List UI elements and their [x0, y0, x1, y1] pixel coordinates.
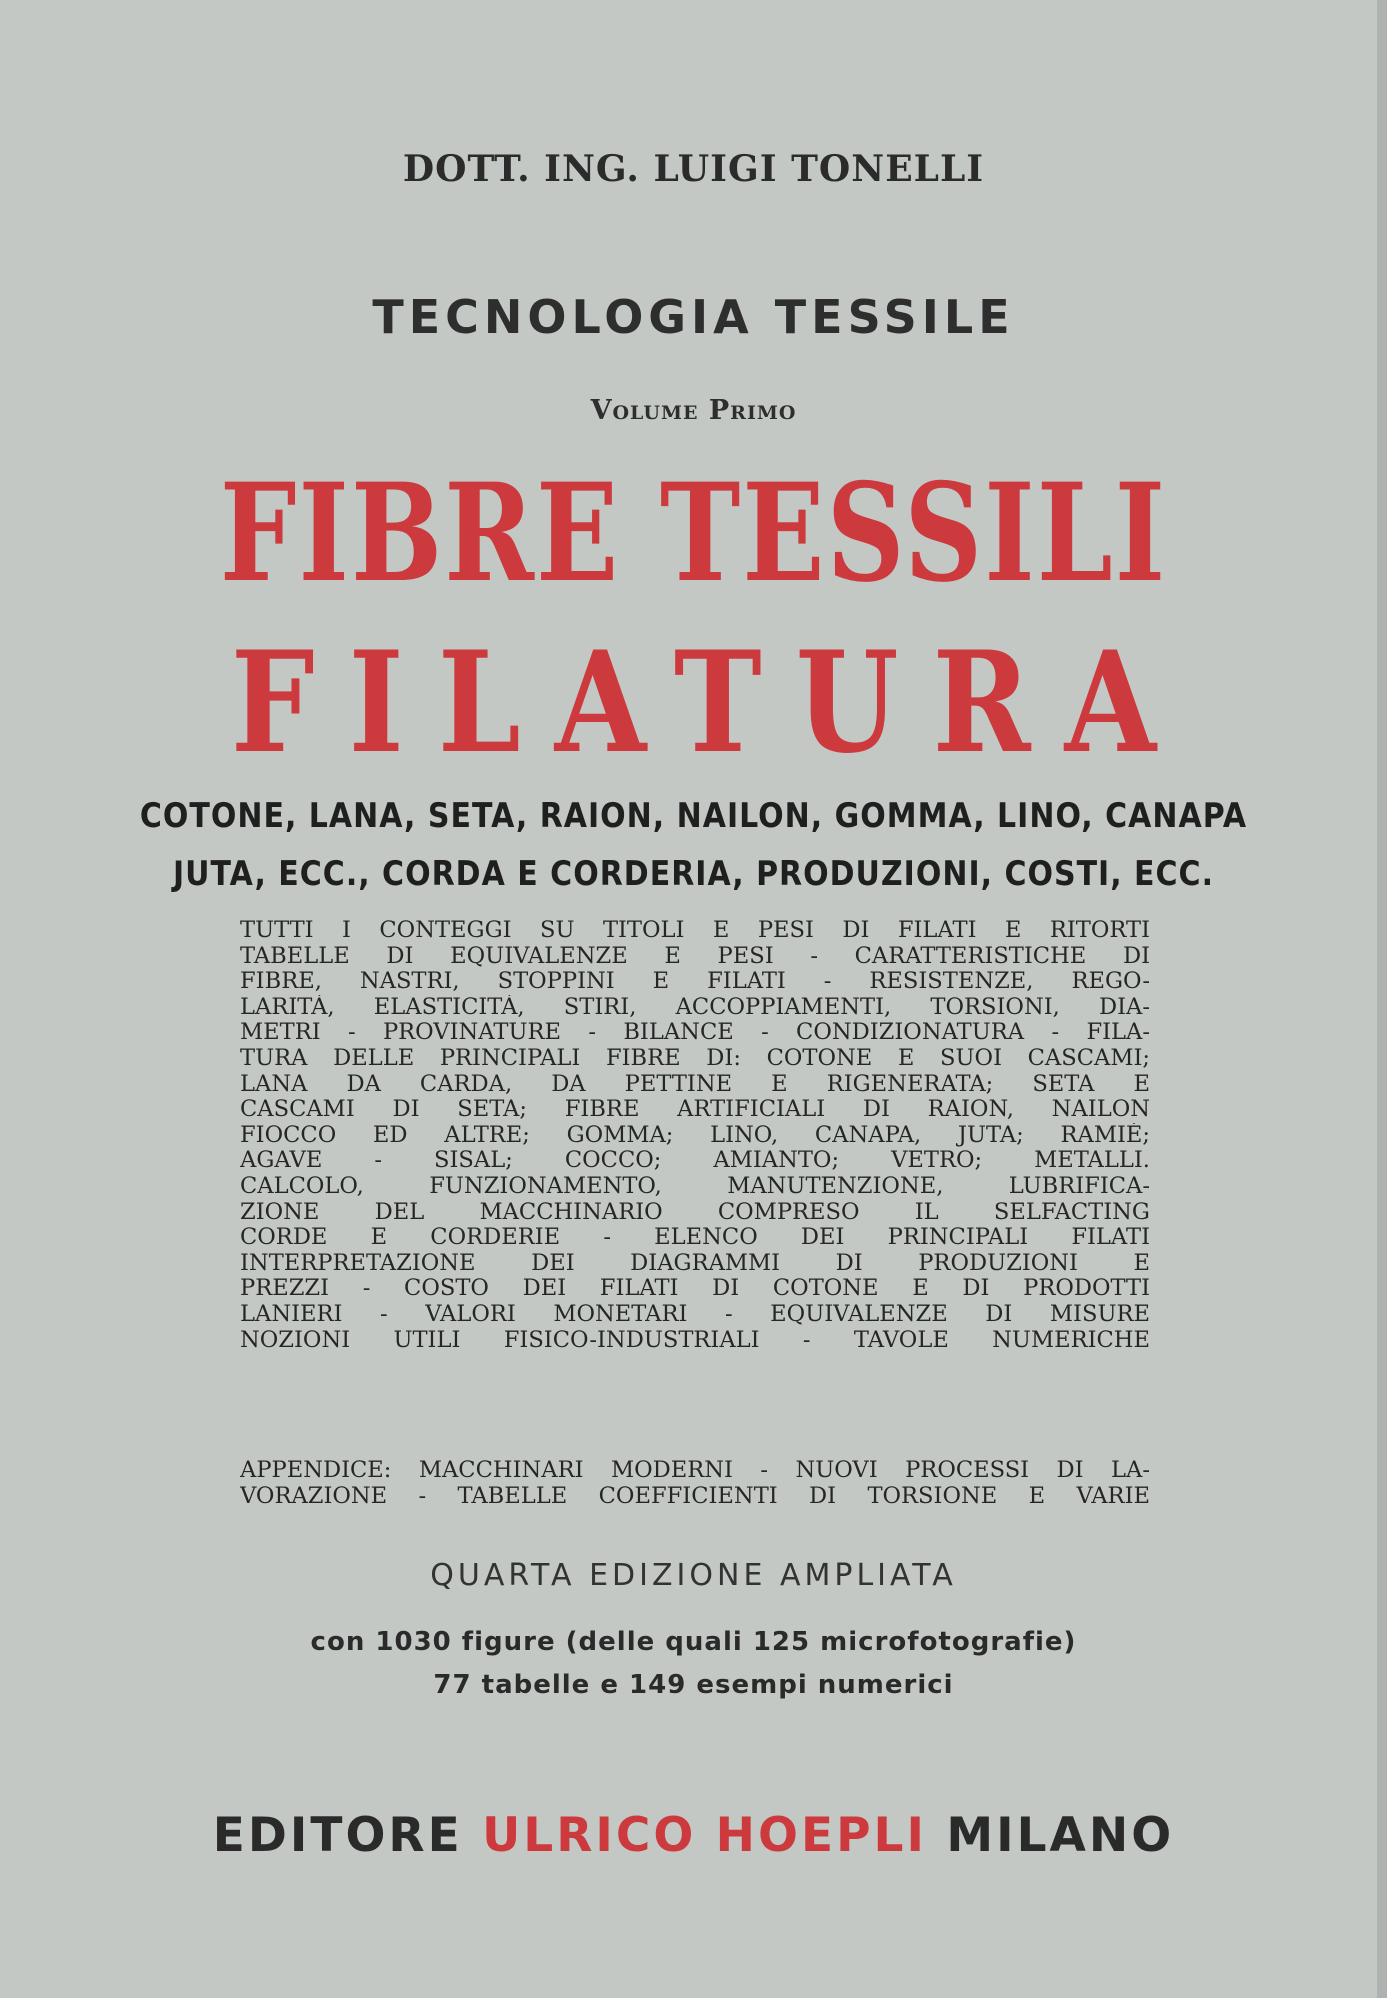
contents-line: PREZZI - COSTO DEI FILATI DI COTONE E DI PRODOTTI: [240, 1276, 1150, 1302]
publisher-city: MILANO: [946, 1808, 1175, 1863]
series-title: TECNOLOGIA TESSILE: [372, 290, 1015, 344]
publisher-name: ULRICO HOEPLI: [482, 1808, 927, 1863]
appendix-line: APPENDICE: MACCHINARI MODERNI - NUOVI PROCESSI DI LA-: [240, 1458, 1150, 1483]
contents-line: CASCAMI DI SETA; FIBRE ARTIFICIALI DI RAION, NAILON: [240, 1097, 1150, 1123]
main-title-line-1: FIBRE TESSILI: [219, 455, 1168, 613]
contents-line: LARITÀ, ELASTICITÀ, STIRI, ACCOPPIAMENTI, TORSIONI, DIA-: [240, 994, 1150, 1020]
subject-line-2: JUTA, ECC., CORDA E CORDERIA, PRODUZIONI, COSTI, ECC.: [173, 855, 1214, 895]
appendix-line: VORAZIONE - TABELLE COEFFICIENTI DI TORSIONE E VARIE: [240, 1483, 1150, 1509]
contents-line: AGAVE - SISAL; COCCO; AMIANTO; VETRO; METALLI.: [240, 1148, 1150, 1174]
figures-line-2: 77 tabelle e 149 esempi numerici: [433, 1670, 954, 1700]
contents-line: LANA DA CARDA, DA PETTINE E RIGENERATA; SETA E: [240, 1071, 1150, 1097]
contents-line: LANIERI - VALORI MONETARI - EQUIVALENZE DI MISURE: [240, 1301, 1150, 1327]
subject-line-1: COTONE, LANA, SETA, RAION, NAILON, GOMMA, LINO, CANAPA: [139, 797, 1248, 837]
main-title-line-2: FILATURA: [230, 620, 1191, 785]
author-name: DOTT. ING. LUIGI TONELLI: [402, 148, 985, 190]
contents-line: ZIONE DEL MACCHINARIO COMPRESO IL SELFACTING: [240, 1199, 1150, 1225]
contents-line: TUTTI I CONTEGGI SU TITOLI E PESI DI FILATI E RITORTI: [240, 918, 1150, 943]
contents-line: FIBRE, NASTRI, STOPPINI E FILATI - RESISTENZE, REGO-: [240, 969, 1150, 995]
contents-line: TABELLE DI EQUIVALENZE E PESI - CARATTERISTICHE DI: [240, 943, 1150, 969]
contents-line: FIOCCO ED ALTRE; GOMMA; LINO, CANAPA, JUTA; RAMIÉ;: [240, 1122, 1150, 1148]
figures-line-1: con 1030 figure (delle quali 125 microfotografie): [310, 1627, 1077, 1657]
contents-line: NOZIONI UTILI FISICO-INDUSTRIALI - TAVOLE NUMERICHE: [240, 1327, 1150, 1353]
edition-label: QUARTA EDIZIONE AMPLIATA: [430, 1558, 957, 1593]
appendix-description: [240, 1458, 1150, 1509]
contents-line: TURA DELLE PRINCIPALI FIBRE DI: COTONE E SUOI CASCAMI;: [240, 1045, 1150, 1071]
contents-description: [240, 918, 1150, 1353]
contents-line: CALCOLO, FUNZIONAMENTO, MANUTENZIONE, LUBRIFICA-: [240, 1173, 1150, 1199]
volume-label: Volume Primo: [590, 395, 797, 426]
publisher-prefix: EDITORE: [212, 1808, 463, 1863]
publisher-imprint: [0, 1808, 1387, 1863]
contents-line: CORDE E CORDERIE - ELENCO DEI PRINCIPALI FILATI: [240, 1225, 1150, 1251]
contents-line: METRI - PROVINATURE - BILANCE - CONDIZIONATURA - FILA-: [240, 1020, 1150, 1046]
contents-line: INTERPRETAZIONE DEI DIAGRAMMI DI PRODUZIONI E: [240, 1250, 1150, 1276]
